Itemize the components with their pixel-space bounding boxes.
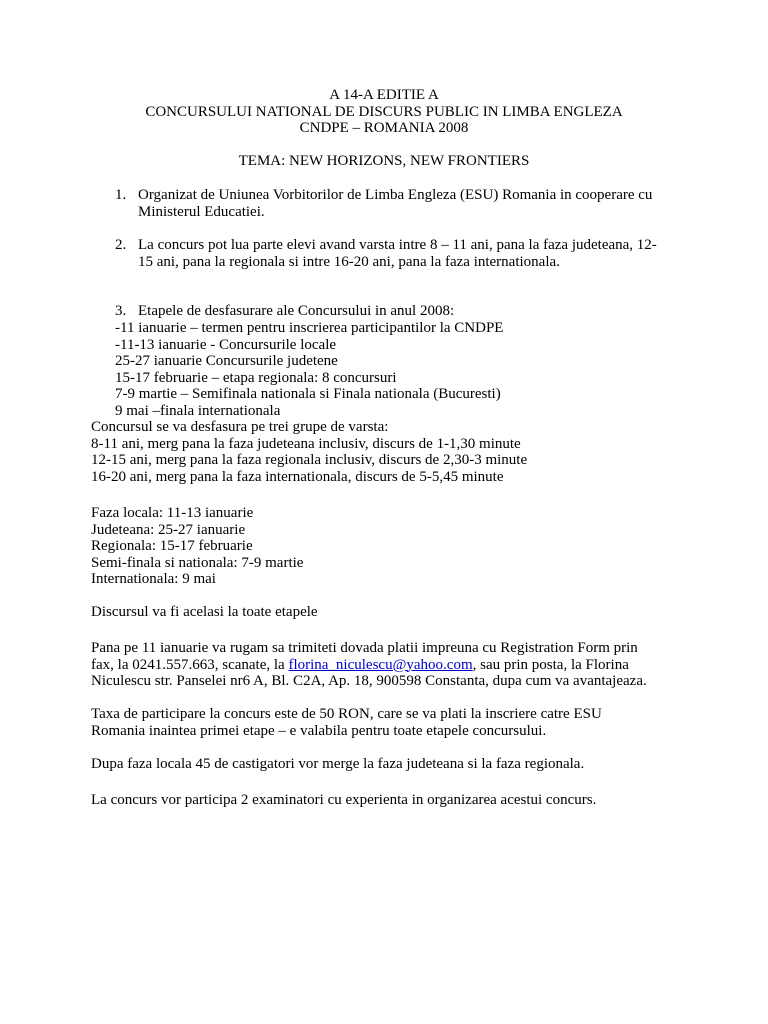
list-item-text: La concurs pot lua parte elevi avand varsta intre 8 – 11 ani, pana la faza judeteana, 12-: [138, 237, 657, 253]
phase-line: Faza locala: 11-13 ianuarie: [91, 505, 254, 521]
list-item-number: 1.: [115, 187, 127, 203]
fee-line: Romania inaintea primei etape – e valabila pentru toate etapele concursului.: [91, 722, 547, 739]
registration-line: Niculescu str. Panselei nr6 A, Bl. C2A, Ap. 18, 900598 Constanta, dupa cum va avantajeaza.: [91, 673, 647, 689]
age-groups: [91, 419, 527, 485]
examiners-note: [91, 792, 691, 809]
schedule-line: -11 ianuarie – termen pentru inscrierea participantilor la CNDPE: [115, 320, 504, 336]
registration-text: , sau prin posta, la Florina: [472, 656, 629, 673]
schedule-line: 7-9 martie – Semifinala nationala si Finala nationala (Bucuresti): [115, 386, 501, 402]
examiners-note-text: La concurs vor participa 2 examinatori cu experienta in organizarea acestui concurs.: [91, 792, 597, 808]
registration-paragraph: [91, 640, 691, 690]
age-group-line: 12-15 ani, merg pana la faza regionala inclusiv, discurs de 2,30-3 minute: [91, 452, 528, 468]
list-item-text: Ministerul Educatiei.: [138, 203, 265, 220]
header-contest-name: CONCURSULUI NATIONAL DE DISCURS PUBLIC IN LIMBA ENGLEZA: [145, 103, 623, 120]
schedule-line: 15-17 februarie – etapa regionala: 8 concursuri: [115, 369, 397, 386]
age-groups-intro: Concursul se va desfasura pe trei grupe de varsta:: [91, 419, 389, 435]
schedule-line: -11-13 ianuarie - Concursurile locale: [115, 336, 337, 353]
fee-line: Taxa de participare la concurs este de 50 RON, care se va plati la inscriere catre ESU: [91, 706, 602, 722]
document-header: [0, 87, 768, 137]
registration-line: Pana pe 11 ianuarie va rugam sa trimiteti dovada platii impreuna cu Registration Form prin: [91, 640, 638, 656]
list-item-eligibility: [115, 237, 685, 270]
list-item-stages: [115, 303, 685, 320]
speech-note: [91, 604, 691, 621]
age-group-line: 16-20 ani, merg pana la faza internationala, discurs de 5-5,45 minute: [91, 468, 504, 485]
age-group-line: 8-11 ani, merg pana la faza judeteana inclusiv, discurs de 1-1,30 minute: [91, 435, 521, 452]
phase-line: Semi-finala si nationala: 7-9 martie: [91, 554, 304, 571]
phase-line: Judeteana: 25-27 ianuarie: [91, 521, 246, 538]
schedule-line: 25-27 ianuarie Concursurile judetene: [115, 353, 338, 369]
schedule-line: 9 mai –finala internationala: [115, 402, 281, 419]
list-item-text: Etapele de desfasurare ale Concursului in anul 2008:: [138, 303, 455, 319]
winners-note: [91, 756, 691, 773]
speech-note-text: Discursul va fi acelasi la toate etapele: [91, 604, 318, 620]
list-item-number: 2.: [115, 237, 127, 253]
fee-paragraph: [91, 706, 691, 739]
header-edition: A 14-A EDITIE A: [329, 87, 439, 103]
registration-text: fax, la 0241.557.663, scanate, la: [91, 656, 289, 673]
winners-note-text: Dupa faza locala 45 de castigatori vor merge la faza judeteana si la faza regionala.: [91, 756, 585, 772]
email-link[interactable]: florina_niculescu@yahoo.com: [288, 656, 473, 673]
list-item-number: 3.: [115, 303, 127, 319]
list-item-text: 15 ani, pana la regionala si intre 16-20 ani, pana la faza internationala.: [138, 253, 560, 270]
contest-theme: TEMA: NEW HORIZONS, NEW FRONTIERS: [238, 153, 530, 169]
list-item-organizer: [115, 187, 685, 220]
schedule-list: [115, 320, 503, 419]
phase-line: Internationala: 9 mai: [91, 571, 216, 587]
registration-line: [91, 657, 691, 674]
phases-list: [91, 505, 303, 588]
phase-line: Regionala: 15-17 februarie: [91, 538, 253, 554]
list-item-text: Organizat de Uniunea Vorbitorilor de Limba Engleza (ESU) Romania in cooperare cu: [138, 187, 653, 203]
header-contest-year: CNDPE – ROMANIA 2008: [299, 120, 469, 136]
